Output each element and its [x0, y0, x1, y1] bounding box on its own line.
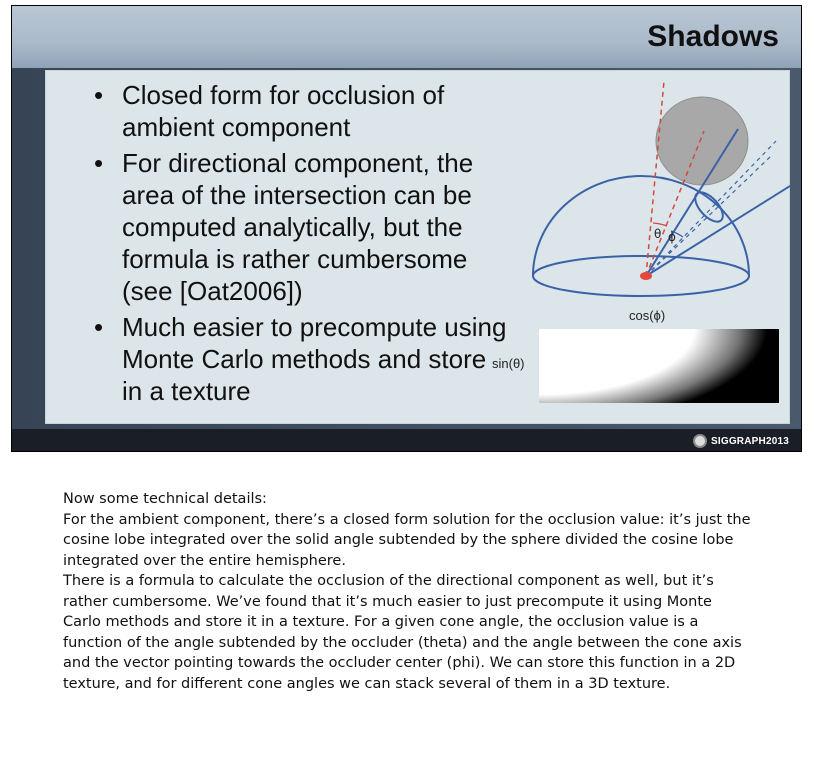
speaker-notes — [63, 489, 753, 694]
content-panel — [45, 70, 790, 424]
bullet-directional: • For directional component, the area of the intersection can be computed analytically, but the formula is rather cumbersome (see [Oat2006]) — [90, 147, 510, 307]
occluder-sphere — [656, 97, 748, 185]
center-point — [640, 272, 652, 280]
notes-heading: Now some technical details: — [63, 491, 267, 507]
notes-paragraph-1: For the ambient component, there’s a closed form solution for the occlusion value: it’s just the cosine lobe integrated over the solid angle subtended by the sphere divided the cosine lobe integrated over the entire hemisphere. — [63, 511, 751, 569]
cone-cap — [690, 188, 727, 227]
cos-phi-label: cos(ϕ) — [629, 308, 666, 323]
siggraph-logo-text: SIGGRAPH2013 — [711, 435, 789, 447]
bullet-precompute: • Much easier to precompute using Monte Carlo methods and store in a texture — [90, 311, 510, 407]
siggraph-icon — [693, 434, 707, 448]
slide-footer — [12, 429, 801, 452]
notes-paragraph-2: There is a formula to calculate the occlusion of the directional component as well, but it’s rather cumbersome. We’ve found that it’s much easier to just precompute it using Monte Carlo methods and store it in a texture. For a given cone angle, the occlusion value is a function of the angle subtended by the occluder (theta) and the angle between the cone axis and the vector pointing towards the occluder center (phi). We can store this function in a 2D texture, and for different cone angles we can stack several of them in a 3D texture. — [63, 573, 742, 692]
slide — [11, 5, 802, 452]
siggraph-logo — [693, 434, 789, 448]
slide-header — [12, 6, 801, 68]
sin-theta-label: sin(θ) — [492, 356, 525, 371]
phi-label: ϕ — [668, 230, 676, 244]
bullet-ambient: • Closed form for occlusion of ambient component — [90, 79, 510, 143]
theta-label: θ — [654, 227, 662, 241]
theta-arc — [653, 223, 667, 226]
slide-title: Shadows — [647, 20, 779, 53]
occlusion-texture — [539, 329, 779, 403]
